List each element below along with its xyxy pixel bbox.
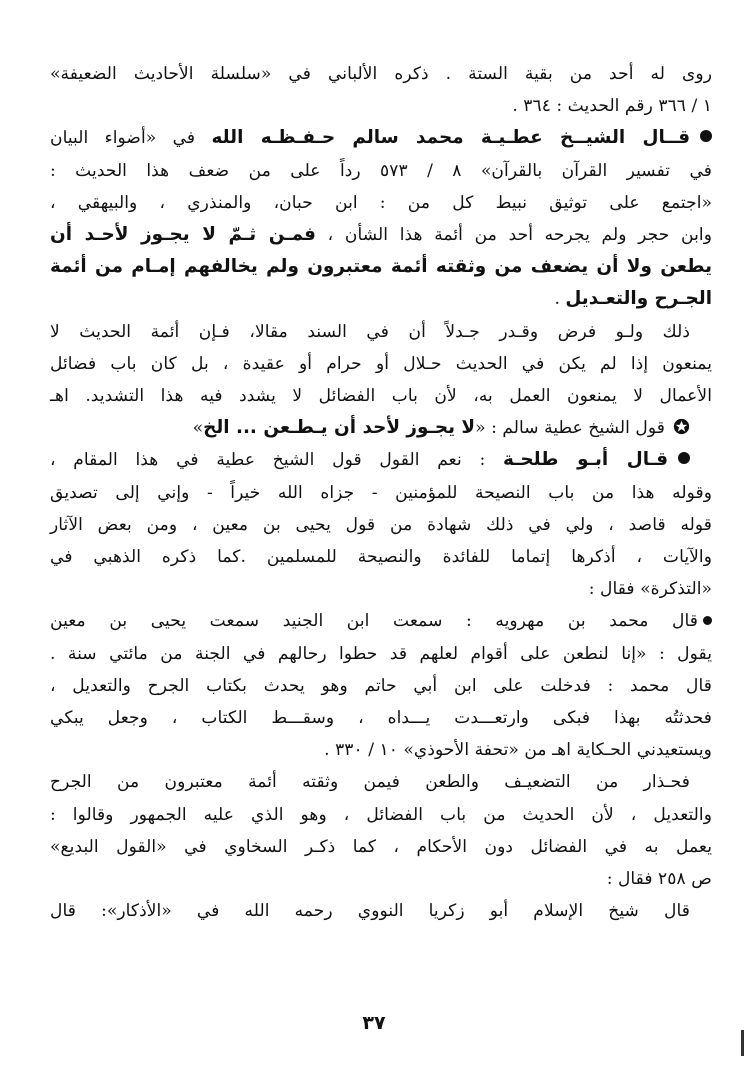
line-text: فحدثتُه بهذا فبكى وارتعـــدت يـــداه ، وسقـــط الكتاب ، وجعل يبكي <box>50 708 712 729</box>
star-icon <box>673 418 690 435</box>
text-line <box>50 702 712 734</box>
bullet-icon <box>703 616 712 625</box>
bold-heading: قـال أبـو طلحـة <box>502 449 668 471</box>
text-line <box>50 541 712 573</box>
text-line <box>50 219 712 251</box>
text-line <box>50 734 712 766</box>
text-line <box>50 573 712 605</box>
text-line <box>50 638 712 670</box>
text-line <box>50 477 712 509</box>
text-line <box>50 895 712 927</box>
page-number: ٣٧ <box>362 1012 386 1034</box>
line-text: وابن حجر ولم يجرحه أحد من أئمة هذا الشأن ، <box>315 225 712 246</box>
line-text: : نعم القول قول الشيخ عطية في هذا المقام ، <box>50 450 503 471</box>
line-text: «التذكرة» فقال : <box>588 579 712 600</box>
line-text: قال محمد : فدخلت على ابن أبي حاتم وهو يحدث بكتاب الجرح والتعديل ، <box>50 675 712 696</box>
text-line <box>50 348 712 380</box>
bullet-icon <box>678 452 690 464</box>
text-line <box>50 122 712 154</box>
page-edge-mark <box>741 1030 744 1056</box>
line-text: قال محمد بن مهرويه : سمعت ابن الجنيد سمعت يحيى بن معين <box>50 611 698 632</box>
line-text: » <box>192 418 204 439</box>
text-line <box>50 605 712 637</box>
line-text: . <box>554 289 566 310</box>
line-text: قول الشيخ عطية سالم : « <box>475 418 665 439</box>
line-text: الأعمال لا يمنعون العمل به، لأن باب الفضائل لا يشدد فيه هذا التشديد. اهـ <box>50 386 712 407</box>
text-line <box>50 670 712 702</box>
line-text: في «أضواء البيان <box>50 128 212 149</box>
line-text: قال شيخ الإسلام أبو زكريا النووي رحمه الله في «الأذكار»: قال <box>50 901 690 922</box>
line-text: ذلك ولـو فرض وقـدر جـدلاً أن في السند مقالا، فـإن أئمة الحديث لا <box>50 321 690 342</box>
text-line <box>50 251 712 283</box>
line-text: والآيات ، أذكرها إتماما للفائدة والنصيحة للمسلمين .كما ذكره الذهبي في <box>50 547 712 568</box>
bold-quote: يطعن ولا أن يضعف من وثقته أئمة معتبرون ولم يخالفهم إمـام من أئمة <box>50 256 712 278</box>
text-line <box>50 90 712 122</box>
line-text: يمنعون إذا لم يكن في الحديث حـلال أو حرام أو عقيدة ، بل كان باب فضائل <box>50 353 712 374</box>
text-line <box>50 766 712 798</box>
page-text <box>50 58 712 927</box>
bold-heading: قــال الشيــخ عطـيـة محمد سالم حـفـظـه الله <box>211 127 690 149</box>
text-line <box>50 58 712 90</box>
line-text: ١ / ٣٦٦ رقم الحديث : ٣٦٤ . <box>512 96 712 117</box>
line-text: «اجتمع على توثيق نبيط كل من : ابن حبان، والمنذري ، والبيهقي ، <box>50 192 712 213</box>
text-line <box>50 155 712 187</box>
text-line <box>50 283 712 315</box>
text-line <box>50 380 712 412</box>
line-text: في تفسير القرآن بالقرآن» ٨ / ٥٧٣ رداً على من ضعف هذا الحديث : <box>50 160 712 181</box>
line-text: يقول : «إنا لنطعن على أقوام لعلهم قد حطوا رحالهم في الجنة من مائتي سنة . <box>50 643 712 664</box>
text-line <box>50 444 712 476</box>
bold-quote: الجـرح والتعـديل <box>565 288 712 310</box>
bold-quote: فمـن ثـمّ لا يجـوز لأحـد أن <box>50 224 316 246</box>
line-text: ويستعيدني الحـكاية اهـ من «تحفة الأحوذي» ١٠ / ٣٣٠ . <box>324 740 712 761</box>
text-line <box>50 831 712 863</box>
line-text: قوله قاصد ، ولي في ذلك شهادة من قول يحيى بن معين ، ومن بعض الآثار <box>50 514 712 535</box>
text-line <box>50 316 712 348</box>
text-line <box>50 187 712 219</box>
line-text: فحـذار من التضعيـف والطعن فيمن وثقته أئمة معتبرون من الجرح <box>50 772 690 793</box>
bullet-icon <box>700 130 712 142</box>
line-text: والتعديل ، لأن الحديث من باب الفضائل ، وهو الذي عليه الجمهور وقالوا : <box>50 804 712 825</box>
text-line <box>50 509 712 541</box>
text-line <box>50 863 712 895</box>
line-text: ص ٢٥٨ فقال : <box>606 869 712 890</box>
bold-quote: لا يجـوز لأحد أن يـطـعن ... الخ <box>203 417 476 439</box>
text-line <box>50 799 712 831</box>
text-line <box>50 412 712 444</box>
line-text: وقوله هذا من باب النصيحة للمؤمنين - جزاه الله خيراً - وإني إلى تصديق <box>50 482 712 503</box>
line-text: روى له أحد من بقية الستة . ذكره الألباني في «سلسلة الأحاديث الضعيفة» <box>50 64 712 84</box>
line-text: يعمل به في الفضائل دون الأحكام ، كما ذكـر السخاوي في «القول البديع» <box>50 836 712 857</box>
